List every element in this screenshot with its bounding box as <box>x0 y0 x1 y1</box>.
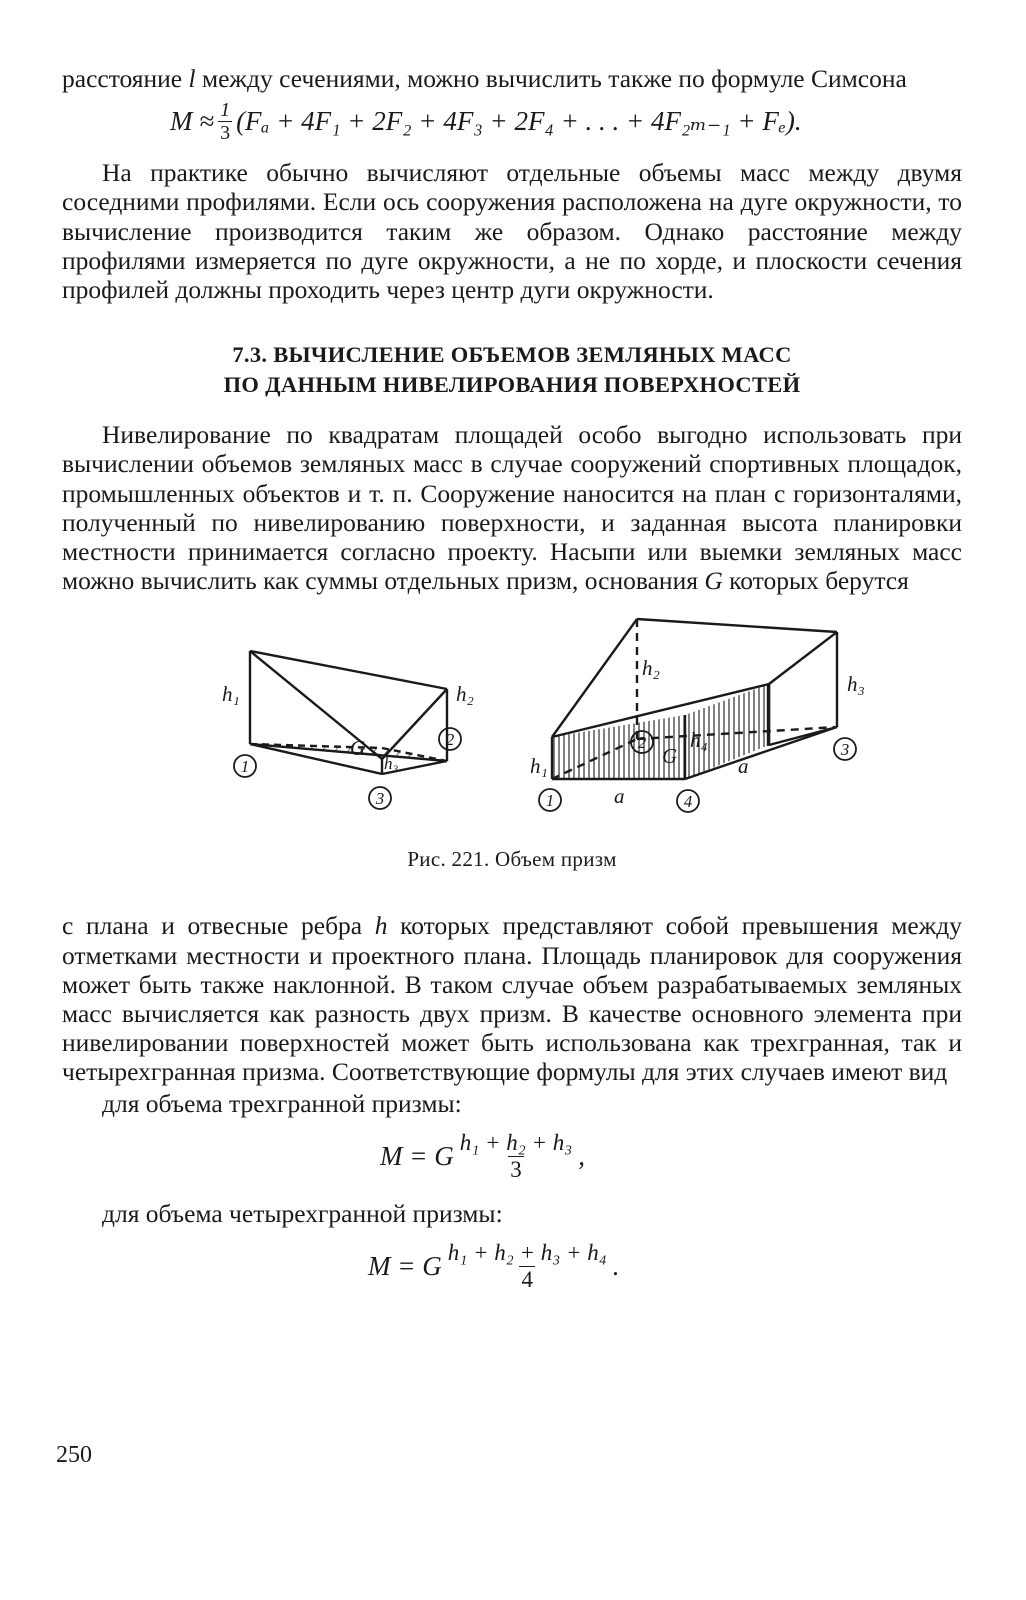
label-h4: h₄ <box>690 728 708 753</box>
text: которых представляют собой превышения между отметками местности и проектного плана. Площадь планировок для сооружения может быть также наклонной. В таком случае объем разрабатываемых земляных масс вычисляется как разность двух призм. В качестве основного элемента при нивелировании поверхностей может быть использована как трехгранная, так и четырехгранная призма. Соответствующие формулы для этих случаев имеют вид <box>62 911 962 1087</box>
fraction-numerator: h₁ + h₂ + h₃ + h₄ <box>447 1240 607 1266</box>
label-h2: h₂ <box>642 656 660 681</box>
fraction <box>218 99 232 144</box>
variable-G: G <box>704 566 723 596</box>
label-triangular: для объема трехгранной призмы: <box>102 1088 462 1118</box>
triangular-prism <box>250 651 447 774</box>
formula-tail: . <box>612 1251 620 1282</box>
label-h1: h₁ <box>530 754 548 779</box>
page-content <box>62 64 962 1293</box>
fraction-denominator: 4 <box>521 1267 533 1293</box>
point-2: 2 <box>445 730 455 750</box>
right-top-edge <box>769 632 837 684</box>
formula-lhs: M = G <box>380 1140 454 1171</box>
fraction <box>446 1240 609 1293</box>
formula-simpson <box>170 99 962 144</box>
back-top-edge <box>637 619 837 632</box>
point-2: 2 <box>637 733 647 753</box>
label-h3: h₃ <box>384 754 399 774</box>
paragraph-practice: На практике обычно вычисляют отдельные объемы масс между двумя соседними профилями. Если ось сооружения расположена на дуге окружности, то вычисление производится таким же образом. Однако расстояние между профилями измеряется по дуге окружности, а не по хорде, и плоскости сечения профилей должны проходить через центр дуги окружности. <box>62 158 962 305</box>
fraction-denominator: 3 <box>510 1156 522 1182</box>
paragraph-simpson-intro <box>62 64 962 93</box>
label-h3: h₃ <box>847 672 865 697</box>
formula-lhs: M = G <box>368 1251 442 1282</box>
section-heading-line1: 7.3. ВЫЧИСЛЕНИЕ ОБЪЕМОВ ЗЕМЛЯНЫХ МАСС <box>232 342 792 368</box>
formula-tail: , <box>578 1140 585 1171</box>
label-G: G <box>350 736 366 761</box>
text: которых берутся <box>722 566 909 596</box>
fraction-numerator: h₁ + h₂ + h₃ <box>459 1129 573 1155</box>
label-quadrilateral: для объема четырехгранной призмы: <box>102 1198 503 1228</box>
text: между сечениями, можно вычислить также по формуле Симсона <box>195 64 907 93</box>
section-heading-line2: ПО ДАННЫМ НИВЕЛИРОВАНИЯ ПОВЕРХНОСТЕЙ <box>223 372 801 398</box>
label-h2: h₂ <box>456 682 474 707</box>
formula-lhs: M ≈ <box>170 106 215 137</box>
left-point-markers <box>234 728 461 809</box>
variable-h: h <box>374 911 388 941</box>
label-h1: h₁ <box>222 682 240 707</box>
text: Нивелирование по квадратам площадей особо выгодно использовать при вычислении объемов земляных масс в случае сооружений спортивных площадок, промышленных объектов и т. п. Сооружение наносится на план с горизонталями, полученный по нивелированию поверхности, и заданная высота планировки местности принимается согласно проекту. Насыпи или выемки земляных масс можно вычислить как суммы отдельных призм, основания <box>62 420 962 596</box>
left-point-numbers <box>241 730 455 808</box>
point-3: 3 <box>840 740 850 760</box>
fraction-numerator: 1 <box>220 99 231 122</box>
label-G: G <box>662 744 678 769</box>
section-heading <box>62 340 962 400</box>
label-a-front: a <box>614 784 625 809</box>
point-1: 1 <box>545 791 555 811</box>
fraction <box>458 1130 575 1183</box>
top-diag2 <box>382 689 447 759</box>
fraction-denominator: 3 <box>220 122 231 145</box>
formula-rhs: (Fₐ + 4F₁ + 2F₂ + 4F₃ + 2F₄ + . . . + 4F₂ₘ₋₁ + Fₑ). <box>236 106 802 137</box>
page-number: 250 <box>56 1442 92 1468</box>
label-a-side: a <box>738 754 749 779</box>
text: с плана и отвесные ребра <box>62 911 375 941</box>
formula-triangular <box>380 1130 962 1183</box>
variable-l: l <box>188 64 196 93</box>
figure-caption: Рис. 221. Объем призм <box>407 847 617 872</box>
quadrilateral-prism <box>552 619 837 779</box>
paragraph-vertical-edges <box>62 911 962 1086</box>
point-3: 3 <box>375 789 385 809</box>
paragraph-leveling <box>62 420 962 595</box>
text: расстояние <box>62 64 189 93</box>
point-4: 4 <box>683 792 693 812</box>
top-back <box>250 651 447 689</box>
point-1: 1 <box>240 757 250 777</box>
formula-quadrilateral <box>368 1240 962 1293</box>
figure-221 <box>62 609 962 909</box>
